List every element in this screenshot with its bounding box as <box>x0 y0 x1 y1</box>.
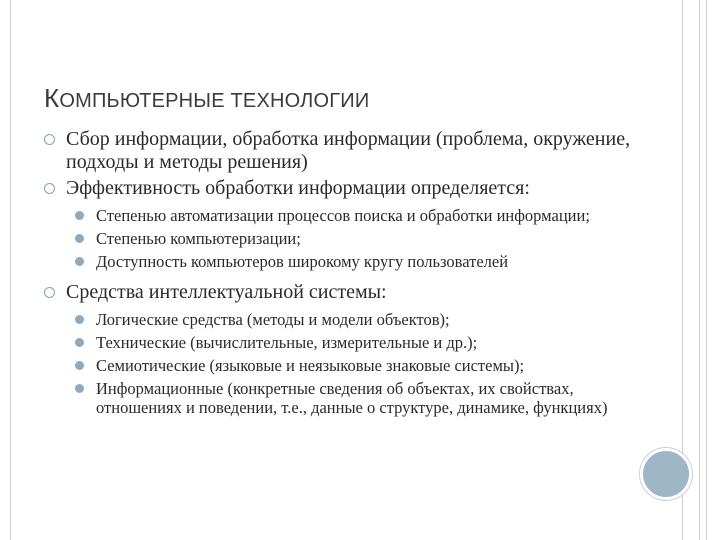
bullet-item-efficiency <box>44 177 644 200</box>
sub-bullet-text: Доступность компьютеров широкому кругу пользователей <box>96 252 509 271</box>
slide-title <box>44 78 369 115</box>
sub-bullet-item <box>72 310 644 329</box>
sub-bullet-text: Информационные (конкретные сведения об объектах, их свойствах, отношениях и поведении, т.е., данные о структуре, динамике, функциях) <box>96 379 608 417</box>
bullet-text: Средства интеллектуальной системы: <box>66 281 387 303</box>
bullet-list <box>44 281 644 304</box>
bullet-item-intelligent-system <box>44 281 644 304</box>
sub-bullet-item <box>72 229 644 248</box>
sub-bullet-list <box>72 310 644 417</box>
dot-bullet-icon <box>75 315 84 324</box>
dot-bullet-icon <box>75 361 84 370</box>
dot-bullet-icon <box>75 234 84 243</box>
dot-bullet-icon <box>75 211 84 220</box>
circle-bullet-icon <box>44 183 55 194</box>
sub-bullet-item <box>72 206 644 225</box>
bullet-text: Сбор информации, обработка информации (проблема, окружение, подходы и методы решения) <box>66 128 631 173</box>
dot-bullet-icon <box>75 338 84 347</box>
decorative-circle <box>640 448 692 500</box>
sub-bullet-text: Степенью автоматизации процессов поиска и обработки информации; <box>96 206 590 225</box>
frame-line-left <box>10 0 11 540</box>
sub-bullet-item <box>72 356 644 375</box>
frame-line-right <box>706 0 707 540</box>
circle-bullet-icon <box>44 287 55 298</box>
sub-bullet-item <box>72 333 644 352</box>
dot-bullet-icon <box>75 384 84 393</box>
bullet-text: Эффективность обработки информации определяется: <box>66 177 530 199</box>
sub-bullet-list <box>72 206 644 271</box>
sub-bullet-text: Семиотические (языковые и неязыковые знаковые системы); <box>96 356 525 375</box>
bullet-list <box>44 128 644 200</box>
bullet-item-collection <box>44 128 644 174</box>
sub-bullet-item <box>72 252 644 271</box>
sub-bullet-item <box>72 379 644 417</box>
title-rest: ОМПЬЮТЕРНЫЕ ТЕХНОЛОГИИ <box>59 90 370 112</box>
sub-bullet-text: Степенью компьютеризации; <box>96 229 301 248</box>
title-initial: К <box>44 83 60 113</box>
dot-bullet-icon <box>75 257 84 266</box>
sub-bullet-text: Технические (вычислительные, измерительные и др.); <box>96 333 478 352</box>
sub-bullet-text: Логические средства (методы и модели объектов); <box>96 310 450 329</box>
circle-bullet-icon <box>44 134 55 145</box>
slide-content <box>44 128 644 427</box>
